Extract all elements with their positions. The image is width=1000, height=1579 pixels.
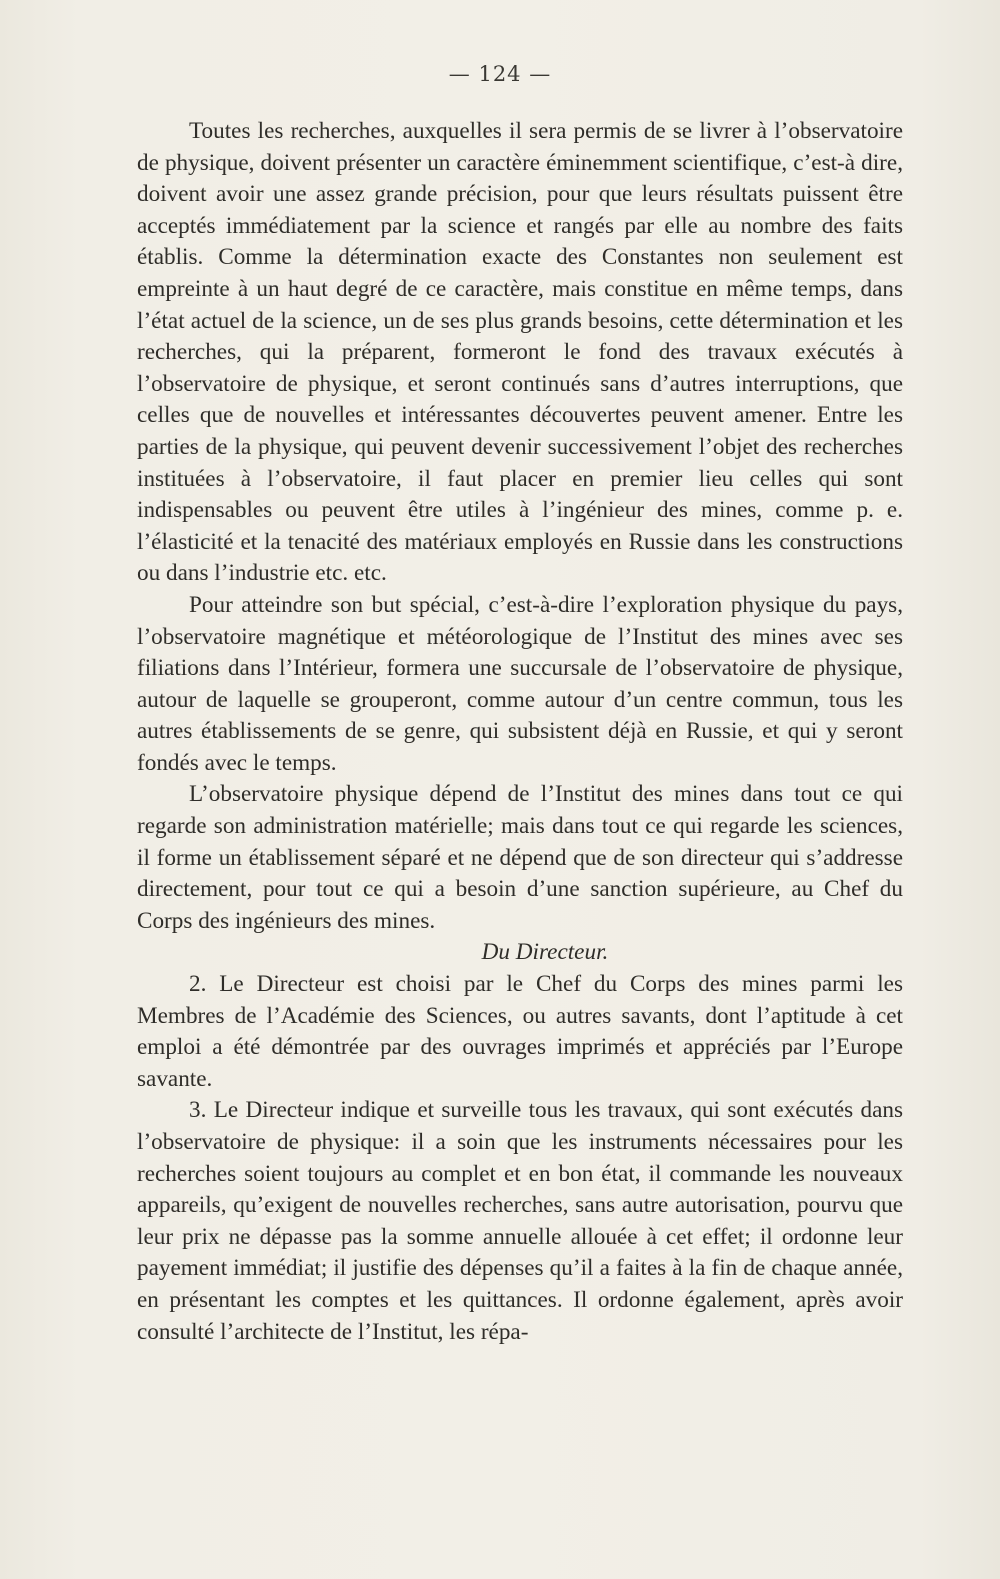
paragraph-but-special: Pour atteindre son but spécial, c’est-à-dire l’exploration physique du pays, l’observatoire magnétique et météorologique de l’Institut des mines avec ses filiations dans l’Intérieur, formera une succursale de l’observatoire de physique, autour de laquelle se grouperont, comme autour d’un centre commun, tous les autres établissements de se genre, qui subsistent déjà en Russie, et qui y seront fondés avec le temps. (137, 591, 903, 776)
body-text (137, 116, 903, 1348)
paragraph-article-2: 2. Le Directeur est choisi par le Chef du Corps des mines parmi les Membres de l’Académie des Sciences, ou autres savants, dont l’aptitude à cet emploi a été démontrée par des ouvrages imprimés et appréciés par l’Europe savante. (137, 971, 903, 1092)
paragraph-recherches: Toutes les recherches, auxquelles il sera permis de se livrer à l’observatoire de physique, doivent présenter un caractère éminemment scientifique, c’est-à dire, doivent avoir une assez grande précision, pour que leurs résultats puissent être acceptés immédiatement par la science et rangés par elle au nombre des faits établis. Comme la détermination exacte des Constantes non seulement est empreinte à un haut degré de ce caractère, mais constitue en même temps, dans l’état actuel de la science, un de ses plus grands besoins, cette détermination et les recherches, qui la préparent, formeront le fond des travaux exécutés à l’observatoire de physique, et seront continués sans d’autres interruptions, que celles que de nouvelles et intéressantes découvertes peuvent amener. Entre les parties de la physique, qui peuvent devenir successivement l’objet des recherches instituées à l’observatoire, il faut placer en premier lieu celles qui sont indispensables ou peuvent être utiles à l’ingénieur des mines, comme p. e. l’élasticité et la tenacité des matériaux employés en Russie dans les constructions ou dans l’industrie etc. etc. (137, 118, 903, 587)
section-heading: Du Directeur. (481, 939, 609, 966)
page-number: — 124 — (448, 62, 552, 86)
paragraph-administration: L’observatoire physique dépend de l’Institut des mines dans tout ce qui regarde son administration matérielle; mais dans tout ce qui regarde les sciences, il forme un établissement séparé et ne dépend que de son directeur qui s’addresse directement, pour tout ce qui a besoin d’une sanction supérieure, au Chef du Corps des ingénieurs des mines. (137, 781, 903, 934)
paragraph-article-3: 3. Le Directeur indique et surveille tous les travaux, qui sont exécutés dans l’observatoire de physique: il a soin que les instruments nécessaires pour les recherches soient toujours au complet et en bon état, il commande les nouveaux appareils, qu’exigent de nouvelles recherches, sans autre autorisation, pourvu que leur prix ne dépasse pas la somme annuelle allouée à cet effet; il ordonne leur payement immédiat; il justifie des dépenses qu’il a faites à la fin de chaque année, en présentant les comptes et les quittances. Il ordonne également, après avoir consulté l’architecte de l’Institut, les répa- (137, 1097, 903, 1345)
